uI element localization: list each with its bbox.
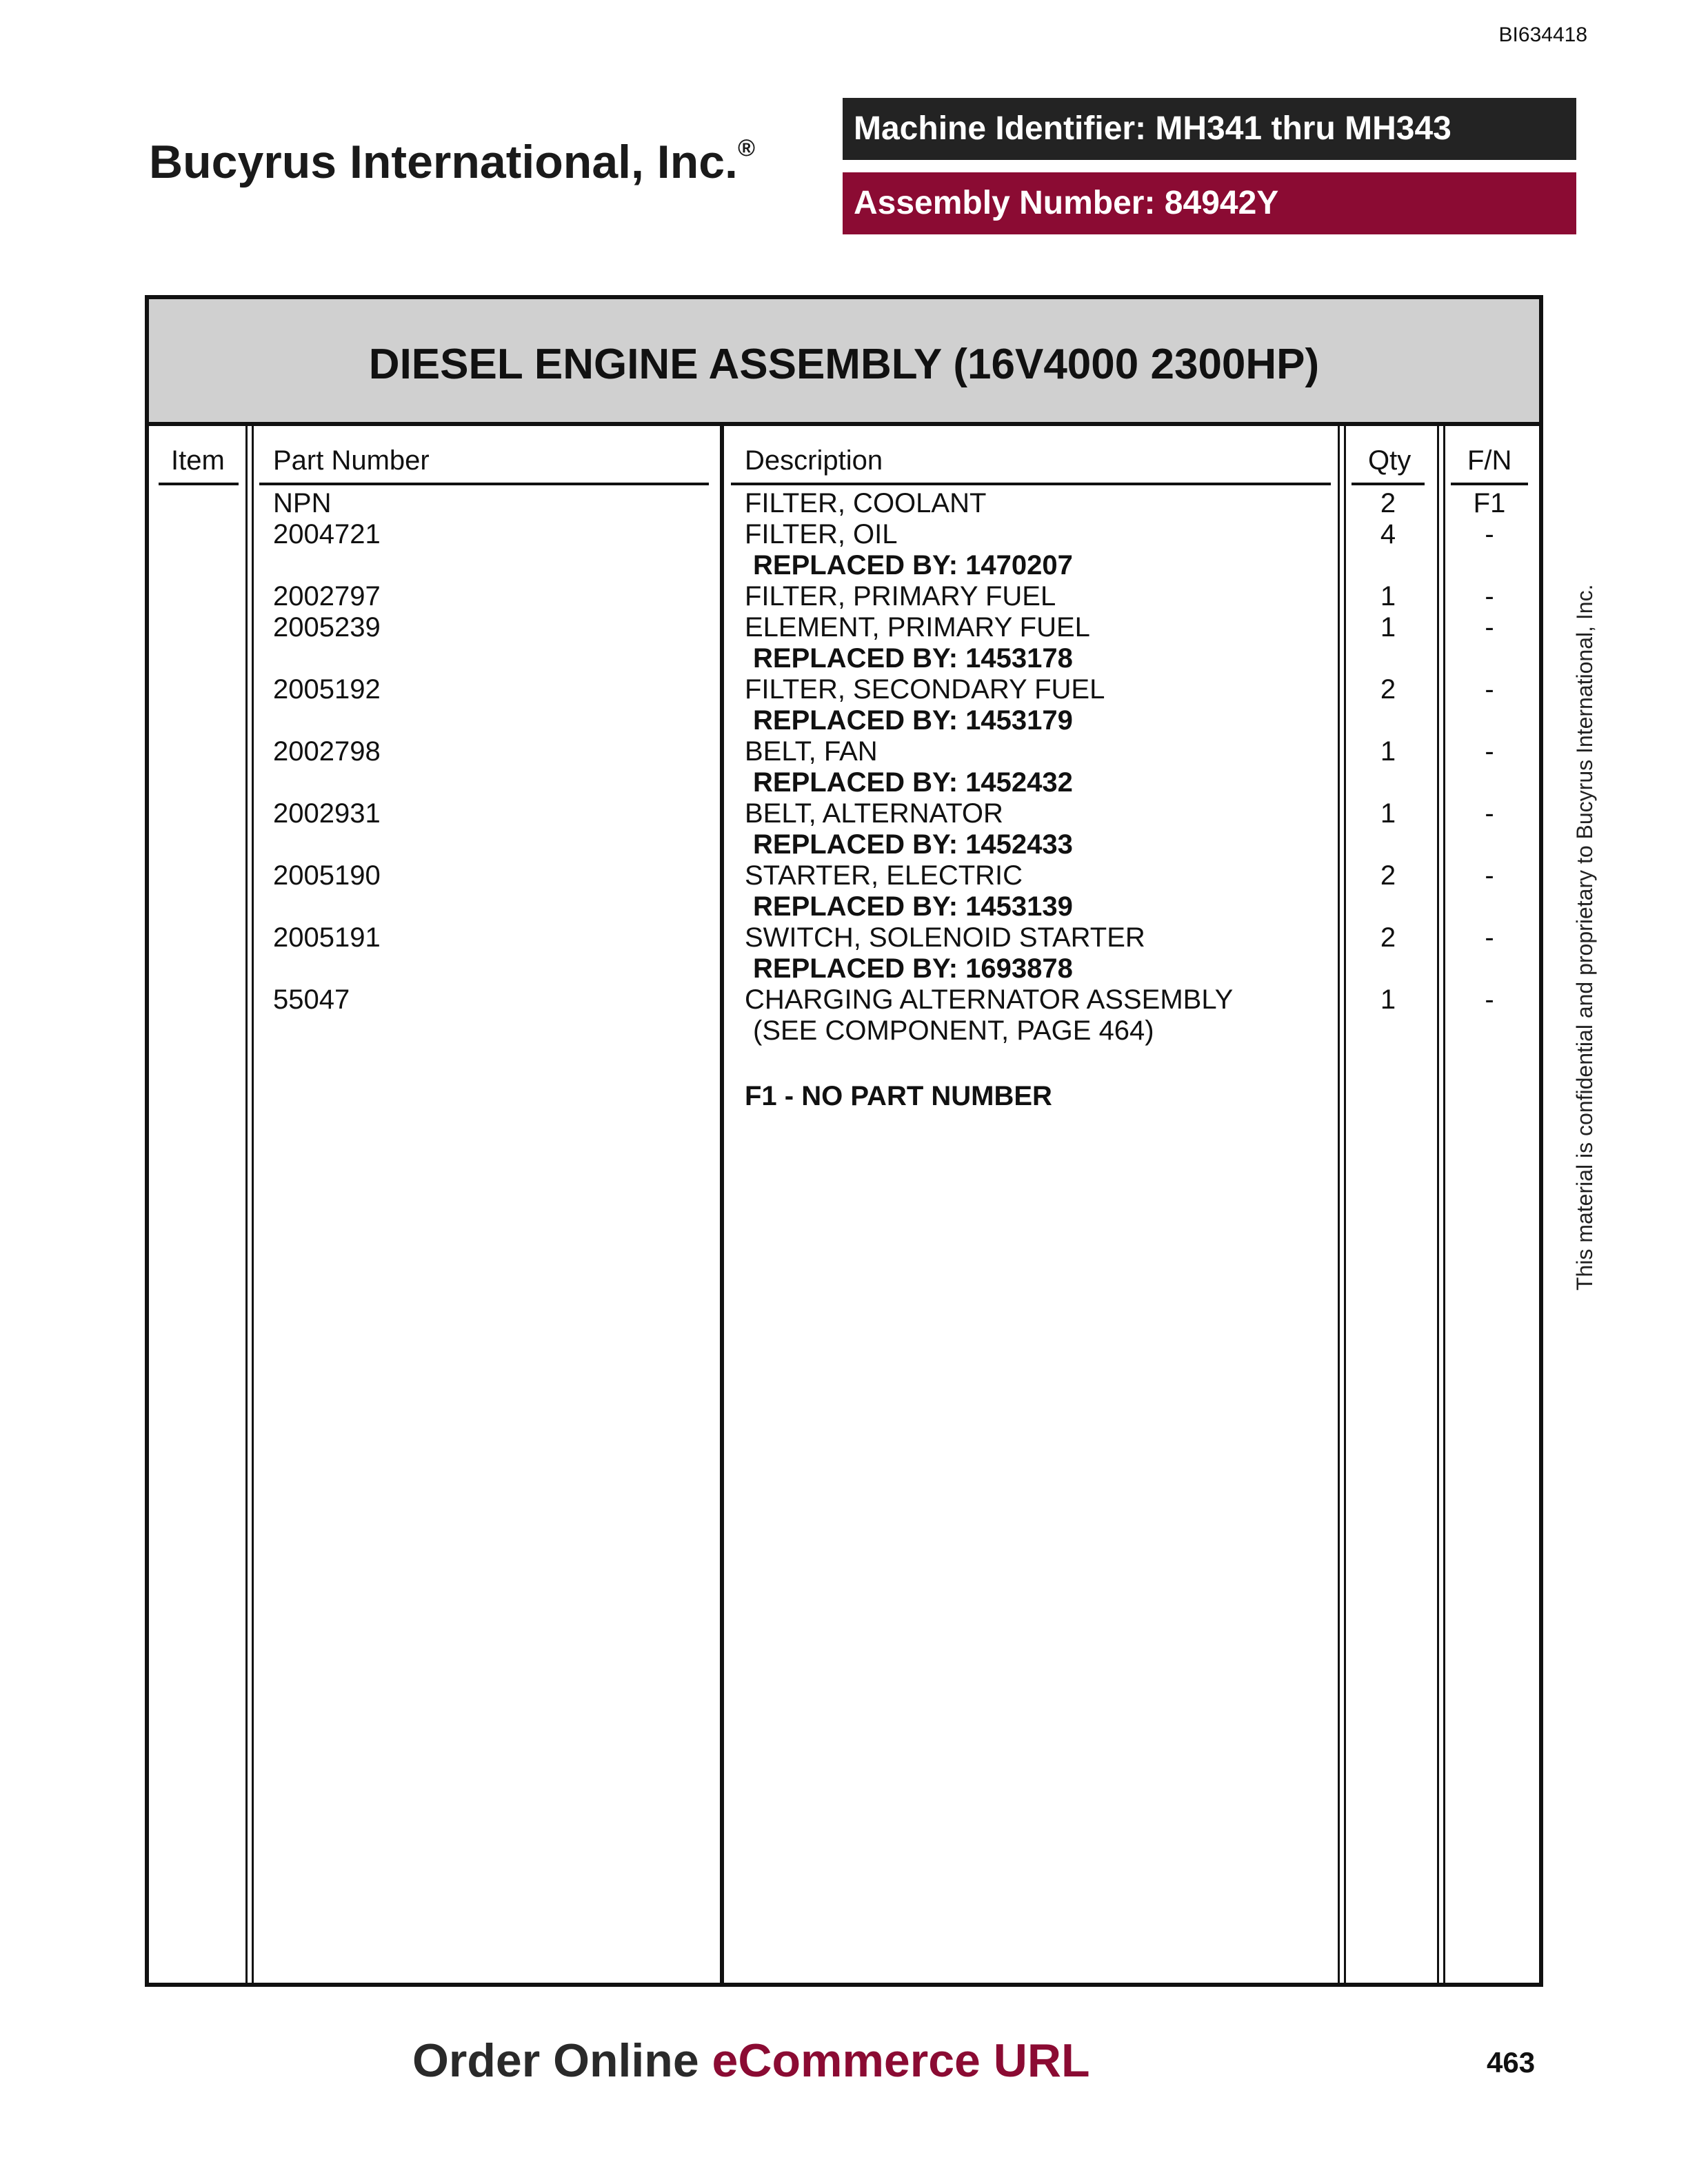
part-number: 2005191 — [273, 922, 381, 953]
machine-identifier-banner: Machine Identifier: MH341 thru MH343 — [843, 98, 1576, 160]
quantity: 1 — [1380, 612, 1396, 643]
header-rule — [159, 483, 239, 485]
description-text: FILTER, SECONDARY FUEL — [745, 674, 1105, 705]
assembly-number-banner: Assembly Number: 84942Y — [843, 172, 1576, 234]
footnote: - — [1485, 612, 1494, 643]
quantity: 1 — [1380, 798, 1396, 829]
description — [745, 519, 1073, 581]
description — [745, 488, 986, 519]
quantity: 2 — [1380, 860, 1396, 891]
description-text: CHARGING ALTERNATOR ASSEMBLY — [745, 984, 1234, 1015]
footnote: - — [1485, 674, 1494, 705]
quantity: 2 — [1380, 488, 1396, 518]
header-rule — [259, 483, 709, 485]
replaced-by: REPLACED BY: 1452433 — [753, 829, 1073, 860]
part-number: 2005192 — [273, 674, 381, 705]
quantity: 4 — [1380, 519, 1396, 549]
description — [745, 798, 1073, 860]
footnote: - — [1485, 922, 1494, 953]
description-text: FILTER, COOLANT — [745, 488, 987, 518]
confidentiality-notice: This material is confidential and proprietary to Bucyrus International, Inc. — [1572, 584, 1597, 1291]
description — [745, 581, 1056, 612]
see-component-note: (SEE COMPONENT, PAGE 464) — [753, 1015, 1154, 1046]
description — [745, 922, 1145, 984]
replaced-by: REPLACED BY: 1693878 — [753, 953, 1073, 984]
description-text: BELT, FAN — [745, 736, 878, 767]
column-header-part-number: Part Number — [273, 445, 430, 476]
description-text: BELT, ALTERNATOR — [745, 798, 1003, 829]
part-number: NPN — [273, 488, 332, 518]
company-name: Bucyrus International, Inc. — [149, 136, 738, 188]
quantity: 2 — [1380, 922, 1396, 953]
description — [745, 860, 1073, 922]
column-divider-qty — [1437, 422, 1445, 1983]
part-number: 2005190 — [273, 860, 381, 891]
description-text: FILTER, OIL — [745, 519, 898, 549]
footnote: - — [1485, 519, 1494, 549]
replaced-by: REPLACED BY: 1453179 — [753, 705, 1073, 736]
description — [745, 736, 1073, 798]
assembly-title: DIESEL ENGINE ASSEMBLY (16V4000 2300HP) — [149, 299, 1539, 426]
part-number: 2002797 — [273, 581, 381, 611]
footnote: - — [1485, 798, 1494, 829]
document-id: BI634418 — [1498, 23, 1587, 46]
footnote: - — [1485, 581, 1494, 611]
column-header-item: Item — [171, 445, 225, 476]
quantity: 2 — [1380, 674, 1396, 705]
header-rule — [731, 483, 1331, 485]
registered-mark: ® — [737, 135, 756, 162]
company-logo — [149, 135, 755, 189]
column-header-fn: F/N — [1467, 445, 1512, 476]
description-text: ELEMENT, PRIMARY FUEL — [745, 612, 1090, 643]
replaced-by: REPLACED BY: 1453139 — [753, 891, 1073, 922]
column-divider-desc — [1338, 422, 1346, 1983]
description — [745, 984, 1233, 1046]
footnote: - — [1485, 860, 1494, 891]
quantity: 1 — [1380, 984, 1396, 1015]
header-rule — [1352, 483, 1425, 485]
part-number: 2005239 — [273, 612, 381, 643]
footnote: - — [1485, 984, 1494, 1015]
ecommerce-url-link[interactable]: eCommerce URL — [712, 2034, 1090, 2087]
column-header-description: Description — [745, 445, 883, 476]
replaced-by: REPLACED BY: 1452432 — [753, 767, 1073, 798]
quantity: 1 — [1380, 736, 1396, 767]
part-number: 2002931 — [273, 798, 381, 829]
replaced-by: REPLACED BY: 1470207 — [753, 550, 1073, 580]
replaced-by: REPLACED BY: 1453178 — [753, 643, 1073, 674]
order-online-banner — [412, 2034, 1090, 2087]
description — [745, 612, 1090, 674]
page-number: 463 — [1487, 2046, 1536, 2079]
part-number: 2004721 — [273, 519, 381, 549]
part-number: 2002798 — [273, 736, 381, 767]
order-online-label: Order Online — [412, 2034, 699, 2087]
description-text: SWITCH, SOLENOID STARTER — [745, 922, 1145, 953]
column-header-qty: Qty — [1368, 445, 1411, 476]
description-text: FILTER, PRIMARY FUEL — [745, 581, 1056, 611]
column-divider-part — [720, 422, 724, 1983]
description-text: STARTER, ELECTRIC — [745, 860, 1023, 891]
description — [745, 674, 1105, 736]
footnote: F1 — [1473, 488, 1506, 518]
part-number: 55047 — [273, 984, 350, 1015]
quantity: 1 — [1380, 581, 1396, 611]
footnote-legend: F1 - NO PART NUMBER — [745, 1081, 1052, 1111]
footnote: - — [1485, 736, 1494, 767]
header-rule — [1451, 483, 1528, 485]
column-divider-item — [245, 422, 254, 1983]
